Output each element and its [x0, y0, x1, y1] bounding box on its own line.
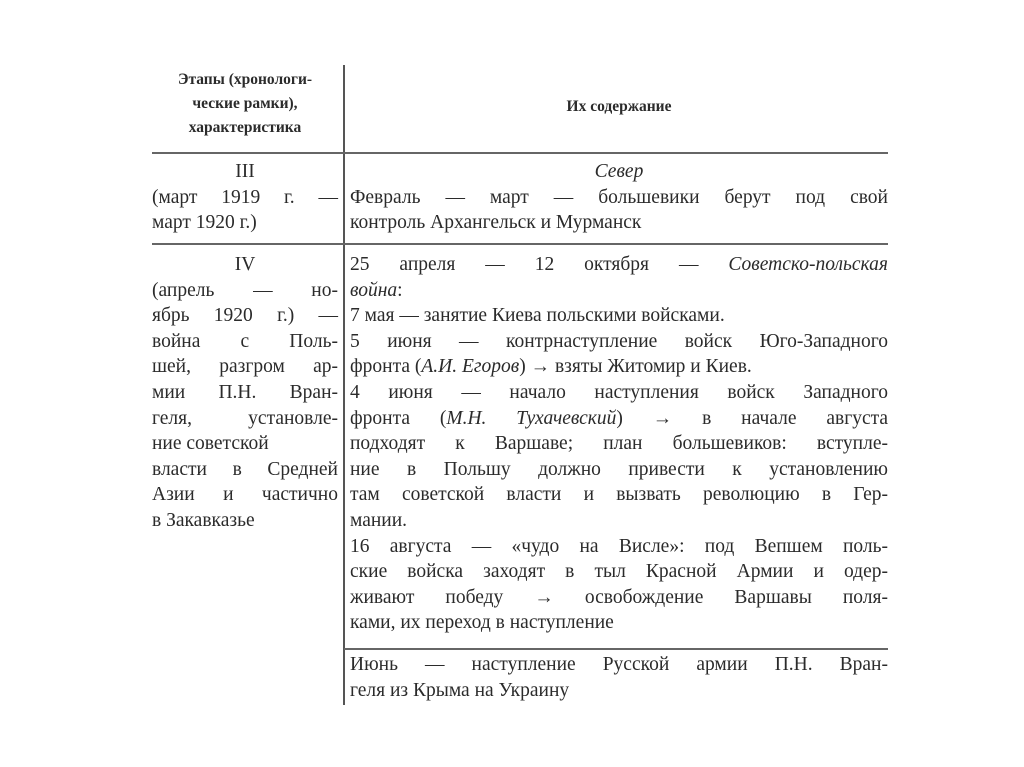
text-segment: шей, разгром ар-: [152, 356, 338, 378]
text-line: [350, 457, 888, 483]
header-stages: [152, 68, 338, 140]
text-segment: живают победу → освобождение Варшавы поля-: [350, 586, 888, 608]
text-line: [350, 652, 888, 678]
text-line: [350, 159, 888, 185]
text-line: [152, 278, 338, 304]
text-segment: война с Поль-: [152, 330, 338, 352]
text-line: [350, 559, 888, 585]
row-divider: [152, 243, 888, 245]
text-segment: власти в Средней: [152, 458, 338, 480]
text-line: [350, 380, 888, 406]
text-segment: в Закавказье: [152, 509, 255, 531]
text-line: [152, 329, 338, 355]
text-line: [152, 303, 338, 329]
text-segment: мии П.Н. Вран-: [152, 381, 338, 403]
text-line: [152, 431, 338, 457]
text-segment: там советской власти и вызвать революцию в Гер-: [350, 484, 888, 506]
text-line: [350, 278, 888, 304]
text-segment: контроль Архангельск и Мурманск: [350, 212, 642, 234]
header-line: характеристика: [188, 119, 302, 136]
text-segment: фронта (: [350, 407, 447, 429]
italic-text: Советско-польская: [728, 254, 888, 275]
text-segment: 7 мая — занятие Киева польскими войсками.: [350, 305, 725, 327]
row-iii-stage: [152, 159, 338, 236]
header-line: ческие рамки),: [192, 95, 298, 112]
text-segment: Февраль — март — большевики берут под свой: [350, 186, 888, 208]
text-segment: подходят к Варшаве; план большевиков: вступле-: [350, 433, 888, 455]
subrow-divider: [344, 648, 888, 650]
text-segment: 4 июня — начало наступления войск Западного: [350, 381, 888, 403]
text-segment: ками, их переход в наступление: [350, 612, 614, 634]
row-iv-content-wrangel: [350, 652, 888, 703]
text-line: [152, 252, 338, 278]
header-line: Этапы (хронологи-: [177, 71, 313, 88]
text-segment: 25 апреля — 12 октября —: [350, 254, 729, 275]
header-content: Их содержание: [566, 98, 672, 115]
text-line: [350, 610, 888, 636]
text-line: [350, 585, 888, 611]
column-divider: [343, 65, 345, 705]
text-segment: ние в Польшу должно привести к установлению: [350, 458, 888, 480]
text-segment: геля из Крыма на Украину: [350, 679, 570, 701]
header-divider: [152, 152, 888, 154]
text-segment: мании.: [350, 509, 408, 531]
text-line: [152, 508, 338, 534]
text-segment: ние советской: [152, 433, 269, 455]
row-iii-content: [350, 159, 888, 236]
text-line: [152, 159, 338, 185]
text-line: [350, 406, 888, 432]
text-line: [152, 210, 338, 236]
row-iv-content: [350, 252, 888, 636]
text-line: [152, 457, 338, 483]
text-line: [350, 534, 888, 560]
italic-text: М.Н. Тухачевский: [446, 407, 617, 429]
text-line: [350, 354, 888, 380]
text-segment: ) → в начале августа: [616, 407, 889, 429]
text-line: [152, 380, 338, 406]
text-segment: 5 июня — контрнаступление войск Юго-Западного: [350, 330, 888, 352]
text-segment: IV: [234, 254, 256, 275]
text-segment: :: [397, 279, 403, 301]
text-segment: фронта (: [350, 356, 422, 378]
italic-text: Север: [594, 161, 644, 182]
text-line: [152, 185, 338, 211]
text-segment: март 1920 г.): [152, 212, 257, 234]
text-line: [350, 678, 888, 704]
text-line: [350, 508, 888, 534]
text-segment: (апрель — но-: [152, 279, 338, 301]
text-line: [350, 210, 888, 236]
text-line: [350, 431, 888, 457]
text-segment: геля, установле-: [152, 407, 338, 429]
text-line: [152, 354, 338, 380]
text-segment: ские войска заходят в тыл Красной Армии и одер-: [350, 561, 888, 583]
italic-text: война: [350, 279, 398, 301]
text-line: [350, 482, 888, 508]
row-iv-stage: [152, 252, 338, 534]
text-line: [152, 482, 338, 508]
text-segment: III: [235, 161, 255, 182]
text-segment: Азии и частично: [152, 484, 338, 506]
text-segment: Июнь — наступление Русской армии П.Н. Вран-: [350, 654, 888, 675]
text-segment: (март 1919 г. —: [152, 186, 338, 208]
text-line: [350, 303, 888, 329]
text-line: [350, 252, 888, 278]
text-line: [152, 406, 338, 432]
italic-text: А.И. Егоров: [421, 356, 520, 378]
text-segment: ) → взяты Житомир и Киев.: [519, 356, 752, 378]
text-line: [350, 329, 888, 355]
text-segment: 16 августа — «чудо на Висле»: под Вепшем поль-: [350, 535, 888, 557]
text-segment: ябрь 1920 г.) —: [152, 305, 338, 327]
text-line: [350, 185, 888, 211]
